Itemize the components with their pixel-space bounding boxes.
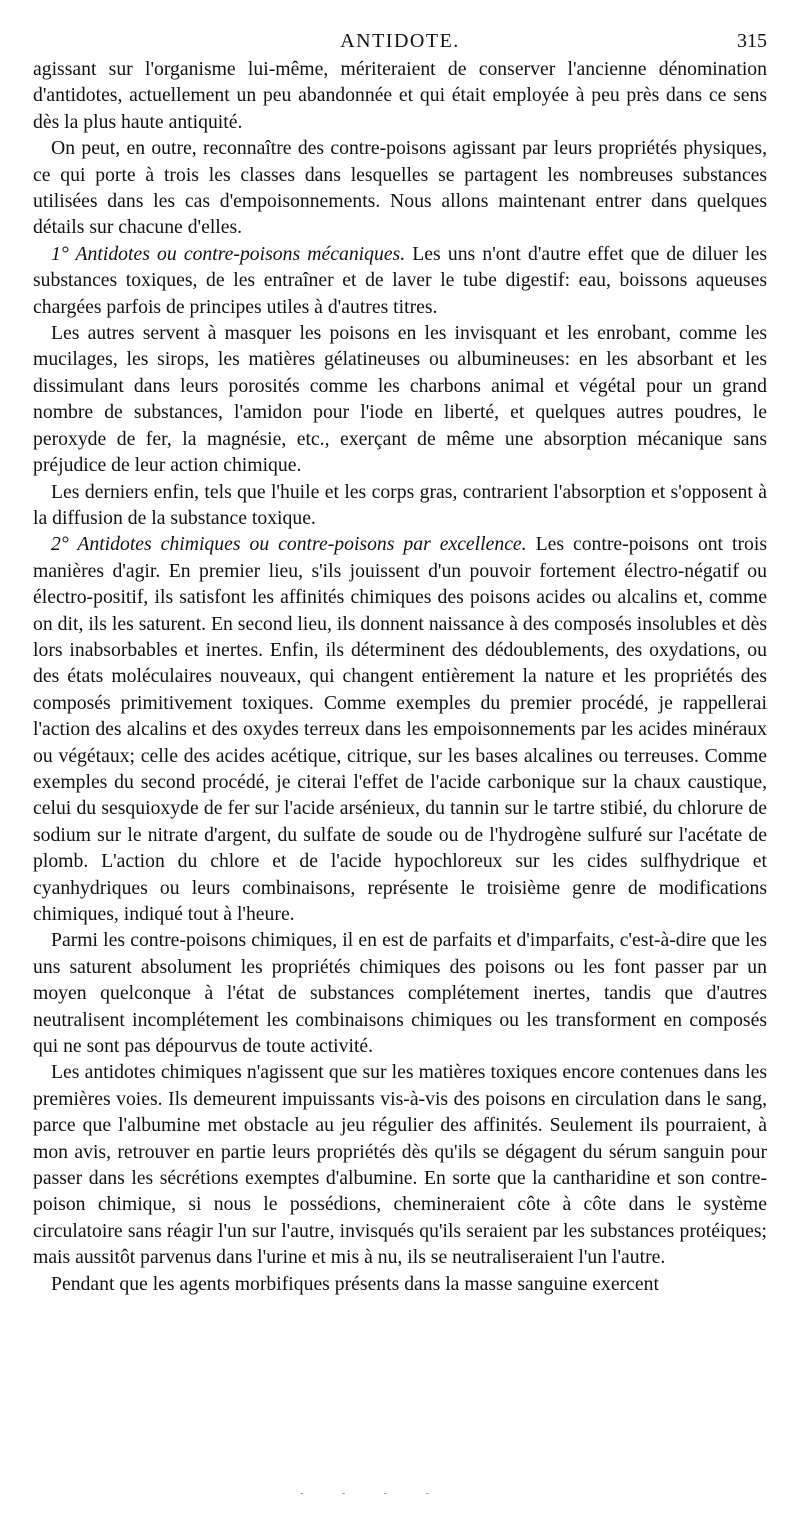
paragraph-text: On peut, en outre, reconnaître des contre-poisons agissant par leurs propriétés physiques, ce qui porte à trois les classes dans lesquelles se partagent les nombreuses substances utilisées dans les cas d'empoisonnements. Nous allons maintenant entrer dans quelques détails sur chacune d'elles.	[33, 137, 767, 239]
paragraph-7	[33, 927, 767, 1059]
paragraph-1	[33, 56, 767, 135]
paragraph-text: Les autres servent à masquer les poisons en les invisquant et les enrobant, comme les mucilages, les sirops, les matières gélatineuses ou albumineuses: en les absorbant et les dissimulant dans leurs porosités comme les charbons animal et végétal pour un grand nombre de substances, l'amidon pour l'iode en liberté, et quelques autres poudres, le peroxyde de fer, la magnésie, etc., exerçant de même une absorption mécanique sans préjudice de leur action chimique.	[33, 322, 767, 477]
book-page	[33, 28, 767, 1297]
paragraph-text: agissant sur l'organisme lui-même, mériteraient de conserver l'ancienne dénomination d'antidotes, actuellement un peu abandonnée et qui était employée à peu près dans ce sens dès la plus haute antiquité.	[33, 58, 767, 133]
paragraph-text: Les antidotes chimiques n'agissent que sur les matières toxiques encore contenues dans les premières voies. Ils demeurent impuissants vis-à-vis des poisons en circulation dans le sang, parce que l'albumine met obstacle au jeu régulier des affinités. Seulement ils pourraient, à mon avis, retrouver en partie leurs propriétés dès qu'ils se dégagent du sérum sanguin pour passer dans les sécrétions exemptes d'albumine. En sorte que la cantharidine et son contre-poison chimique, si nous le possédions, chemineraient côte à côte dans le système circulatoire sans réagir l'un sur l'autre, invisqués qu'ils seraient par les substances protéiques; mais aussitôt parvenus dans l'urine et mis à nu, ils se neutraliseraient l'un l'autre.	[33, 1061, 767, 1269]
page-number: 315	[737, 30, 767, 52]
running-header	[33, 28, 767, 56]
running-title: ANTIDOTE.	[340, 30, 460, 52]
paragraph-9	[33, 1271, 767, 1297]
paragraph-text: Parmi les contre-poisons chimiques, il en est de parfaits et d'imparfaits, c'est-à-dire que les uns saturent absolument les propriétés chimiques des poisons ou les font passer par un moyen quelconque à l'état de substances complétement inertes, tandis que d'autres neutralisent incomplétement les combinaisons chimiques ou les transforment en composés qui ne sont pas dépourvus de toute activité.	[33, 929, 767, 1058]
paragraph-text: Les uns n'ont d'autre effet que de diluer les substances toxiques, de les entraîner et de laver le tube digestif: eau, boissons aqueuses chargées parfois de principes utiles à d'autres titres.	[33, 242, 767, 318]
paragraph-3	[33, 241, 767, 320]
paragraph-2	[33, 135, 767, 241]
paragraph-text: Les derniers enfin, tels que l'huile et les corps gras, contrarient l'absorption et s'opposent à la diffusion de la substance toxique.	[33, 480, 767, 529]
paragraph-text: Pendant que les agents morbifiques présents dans la masse sanguine exercent	[51, 1272, 659, 1295]
section-heading-mechanical: 1° Antidotes ou contre-poisons mécaniques.	[51, 242, 406, 265]
paragraph-4	[33, 320, 767, 478]
body-text	[33, 56, 767, 1297]
footer-print-marks: - - - -	[300, 1488, 447, 1499]
paragraph-5	[33, 479, 767, 532]
paragraph-6	[33, 531, 767, 927]
paragraph-text: Les contre-poisons ont trois manières d'agir. En premier lieu, s'ils jouissent d'un pouvoir fortement électro-négatif ou électro-positif, ils satisfont les affinités chimiques des poisons acides ou alcalins et, comme on dit, ils les saturent. En second lieu, ils donnent naissance à des composés insolubles et dès lors inabsorbables et inertes. Enfin, ils déterminent des dédoublements, des oxydations, ou des états moléculaires nouveaux, qui changent entièrement la nature et les propriétés des composés primitivement toxiques. Comme exemples du premier procédé, je rappellerai l'action des alcalins et des oxydes terreux dans les empoisonnements par les acides minéraux ou végétaux; celle des acides acétique, citrique, sur les bases alcalines ou terreuses. Comme exemples du second procédé, je citerai l'effet de l'acide carbonique sur la chaux caustique, celui du sesquioxyde de fer sur l'acide arsénieux, du tannin sur le tartre stibié, du chlorure de sodium sur le nitrate d'argent, du sulfate de soude ou de l'hydrogène sulfuré sur l'acétate de plomb. L'action du chlore et de l'acide hypochloreux sur les cides sulfhydrique et cyanhydriques ou leurs combinaisons, représente le troisième genre de modifications chimiques, indiqué tout à l'heure.	[33, 533, 767, 925]
section-heading-chemical: 2° Antidotes chimiques ou contre-poisons par excellence.	[51, 533, 527, 556]
paragraph-8	[33, 1059, 767, 1270]
